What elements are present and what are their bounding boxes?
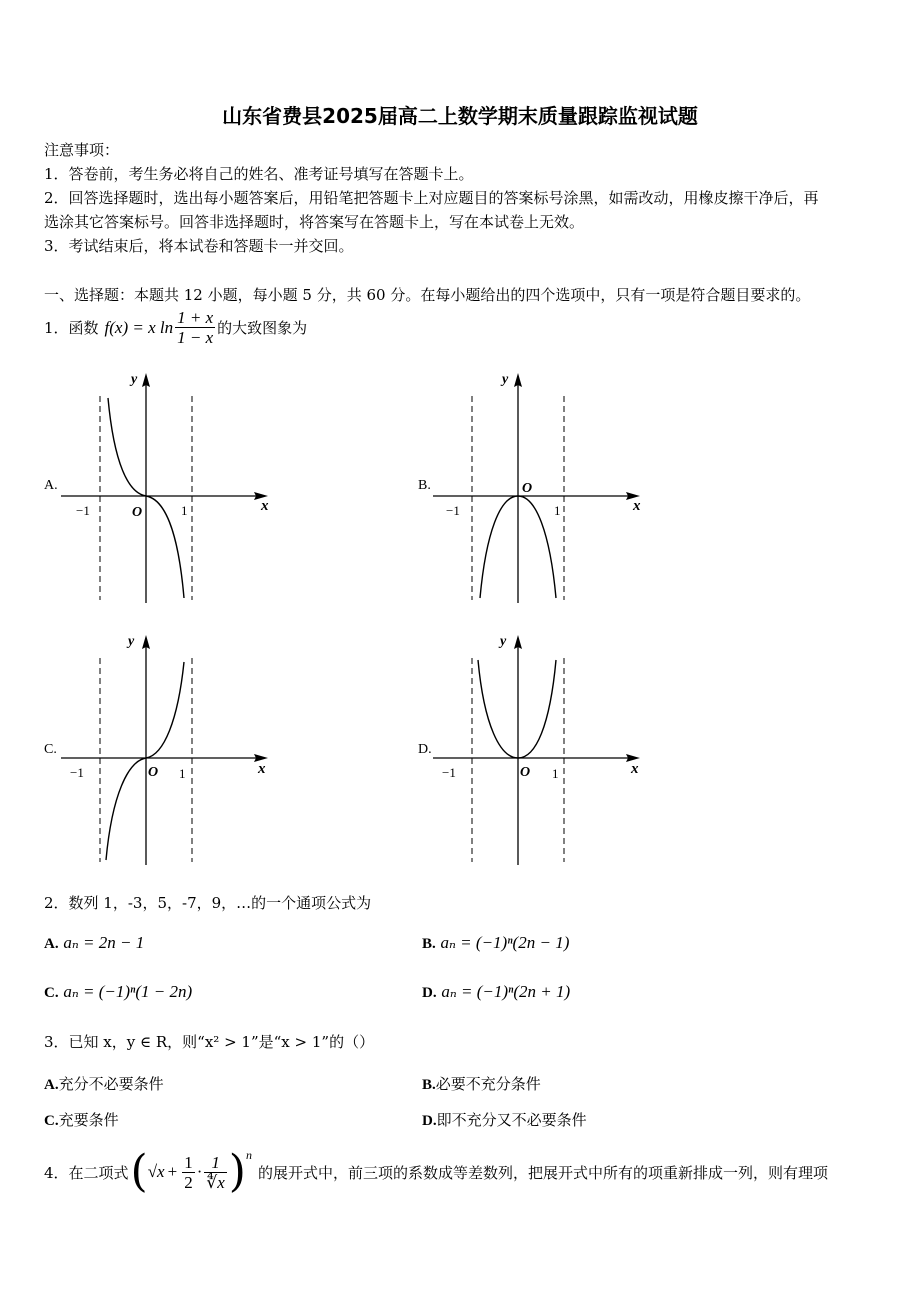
option-text: aₙ = 2n − 1 — [63, 933, 145, 952]
q4-half — [182, 1153, 195, 1192]
question-3-stem: 3．已知 x，y ∈ R，则“x² > 1”是“x > 1”的（） — [44, 1033, 375, 1051]
x-label: x — [633, 498, 641, 514]
q4-dot: · — [196, 1162, 203, 1181]
notice-item: 选涂其它答案标号。回答非选择题时，将答案写在答题卡上，写在本试卷上无效。 — [44, 213, 585, 231]
y-label: y — [502, 372, 509, 387]
y-arrow-icon — [514, 373, 522, 387]
q3-option-d[interactable] — [422, 1109, 587, 1130]
curve — [106, 662, 184, 860]
q4-root-frac — [204, 1153, 226, 1192]
y-arrow-icon — [514, 635, 522, 649]
q1-fraction — [175, 308, 215, 347]
page-title: 山东省费县2025届高二上数学期末质量跟踪监视试题 — [222, 104, 698, 128]
graph-d — [428, 630, 658, 870]
question-1-stem — [44, 308, 307, 347]
q1-prefix: 1．函数 — [44, 319, 99, 337]
option-text: aₙ = (−1)ⁿ(2n − 1) — [440, 933, 570, 952]
q4-root-den: ∜x — [206, 1172, 225, 1192]
y-arrow-icon — [142, 635, 150, 649]
origin-label: O — [148, 765, 159, 780]
q2-option-c[interactable] — [44, 982, 192, 1002]
graph-b — [428, 368, 658, 608]
option-label: D. — [422, 1113, 437, 1129]
curve — [478, 660, 556, 758]
one-tick: 1 — [552, 766, 559, 781]
notice-item: 1．答卷前，考生务必将自己的姓名、准考证号填写在答题卡上。 — [44, 165, 474, 183]
graph-a — [56, 368, 286, 608]
q1-frac-num: 1 + x — [177, 308, 214, 327]
graph-a-label[interactable]: A. — [44, 478, 58, 493]
origin-label: O — [520, 765, 531, 780]
y-arrow-icon — [142, 373, 150, 387]
q4-root-num: 1 — [204, 1153, 226, 1173]
neg-one-tick: −1 — [70, 765, 84, 780]
q4-plus: + — [167, 1162, 178, 1181]
q4-half-num: 1 — [184, 1152, 193, 1172]
q4-prefix: 4．在二项式 — [44, 1163, 129, 1182]
notice-item: 3．考试结束后，将本试卷和答题卡一并交回。 — [44, 237, 354, 255]
option-text: 充分不必要条件 — [58, 1075, 164, 1093]
y-label: y — [128, 634, 135, 649]
neg-one-tick: −1 — [76, 503, 90, 518]
q3-option-b[interactable] — [422, 1073, 541, 1094]
origin-label: O — [132, 505, 143, 520]
option-text: 必要不充分条件 — [435, 1075, 541, 1093]
y-label: y — [500, 634, 507, 649]
q4-paren-open: ( — [130, 1146, 148, 1197]
question-4-stem — [44, 1146, 828, 1198]
q4-suffix: 的展开式中，前三项的系数成等差数列，把展开式中所有的项重新排成一列，则有理项 — [257, 1163, 828, 1182]
option-text: 充要条件 — [58, 1111, 119, 1129]
notice-item: 2．回答选择题时，选出每小题答案后，用铅笔把答题卡上对应题目的答案标号涂黑，如需改动，用橡皮擦干净后，再 — [44, 189, 819, 207]
option-label: B. — [422, 1077, 436, 1093]
q4-paren-close: ) — [228, 1146, 246, 1197]
q2-option-b[interactable] — [422, 933, 569, 953]
graph-c — [56, 630, 286, 870]
graph-b-label[interactable]: B. — [418, 478, 431, 493]
q3-option-a[interactable] — [44, 1073, 164, 1094]
q1-function: f(x) = x ln — [104, 317, 174, 337]
q4-power: n — [245, 1148, 252, 1162]
option-label: D. — [422, 985, 437, 1001]
q4-sqrt-x: √x — [147, 1162, 165, 1181]
q1-suffix: 的大致图象为 — [217, 319, 308, 337]
one-tick: 1 — [179, 766, 186, 781]
question-2-stem: 2．数列 1，-3，5，-7，9，…的一个通项公式为 — [44, 894, 372, 912]
graph-d-label[interactable]: D. — [418, 742, 432, 757]
neg-one-tick: −1 — [442, 765, 456, 780]
graph-c-label[interactable]: C. — [44, 742, 57, 757]
option-label: C. — [44, 1113, 59, 1129]
option-label: B. — [422, 936, 436, 952]
x-label: x — [261, 498, 269, 514]
q1-frac-den: 1 − x — [177, 328, 214, 347]
option-label: A. — [44, 936, 59, 952]
q2-option-a[interactable] — [44, 933, 144, 953]
q2-option-d[interactable] — [422, 982, 570, 1002]
option-text: aₙ = (−1)ⁿ(2n + 1) — [441, 982, 571, 1001]
section-heading: 一、选择题：本题共 12 小题，每小题 5 分，共 60 分。在每小题给出的四个选项中，只有一项是符合题目要求的。 — [44, 286, 811, 304]
origin-label: O — [522, 481, 533, 496]
x-label: x — [258, 761, 266, 777]
option-label: A. — [44, 1077, 59, 1093]
one-tick: 1 — [181, 503, 188, 518]
option-text: aₙ = (−1)ⁿ(1 − 2n) — [63, 982, 193, 1001]
x-label: x — [631, 761, 639, 777]
q3-option-c[interactable] — [44, 1109, 119, 1130]
option-text: 即不充分又不必要条件 — [436, 1111, 587, 1129]
neg-one-tick: −1 — [446, 503, 460, 518]
q4-half-den: 2 — [184, 1172, 193, 1192]
option-label: C. — [44, 985, 59, 1001]
y-label: y — [131, 372, 138, 387]
one-tick: 1 — [554, 503, 561, 518]
notice-heading: 注意事项： — [44, 141, 120, 159]
